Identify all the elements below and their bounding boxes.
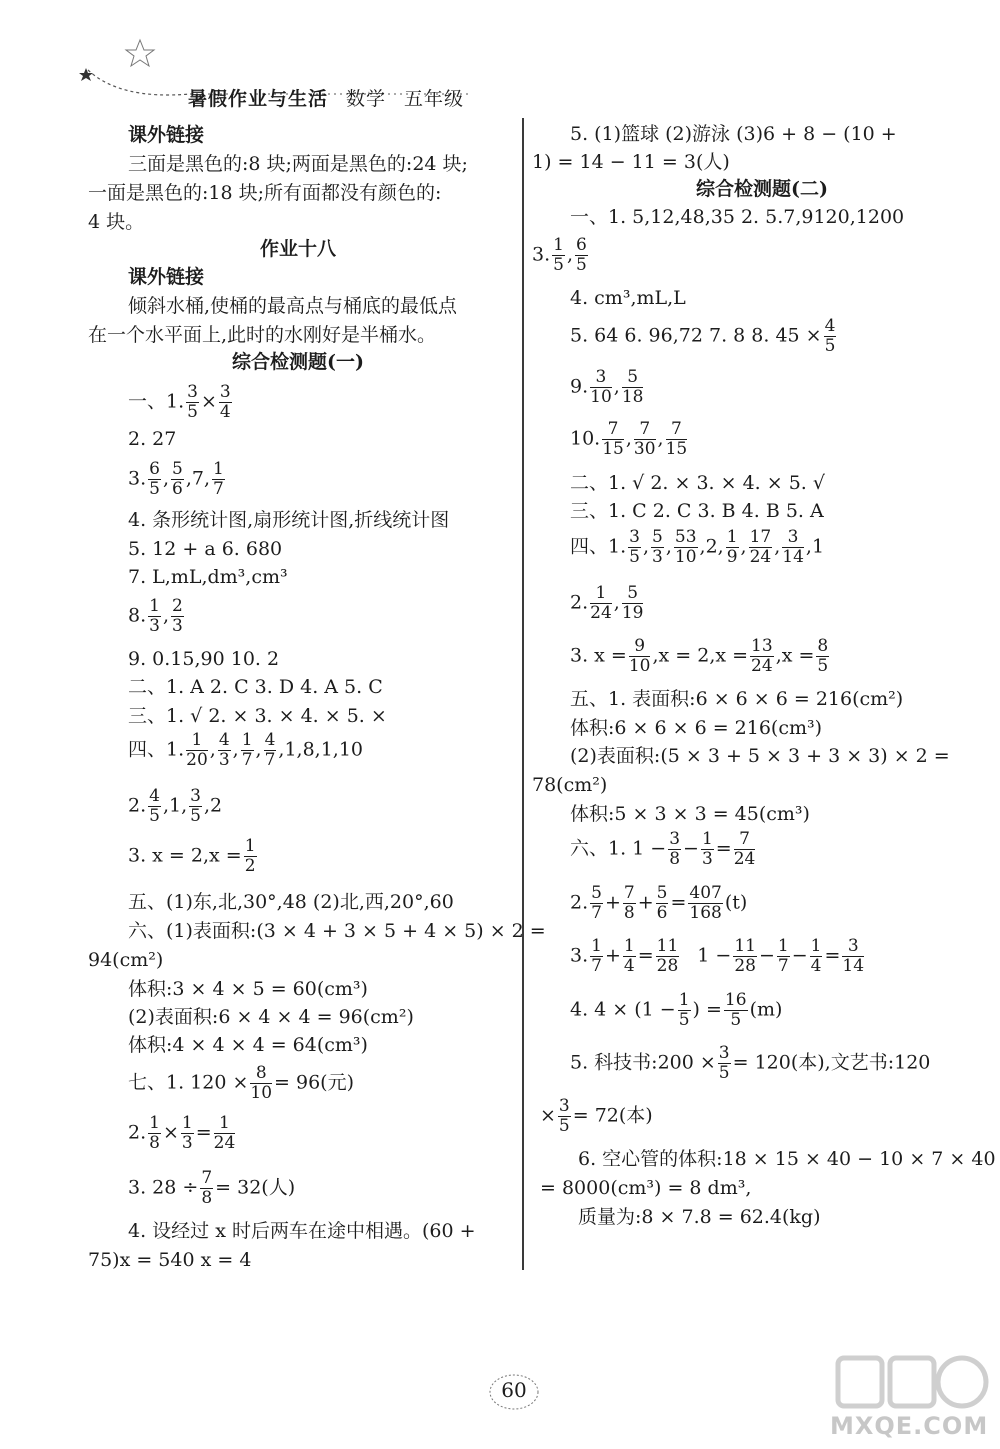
answer-line: (2)表面积:6 × 4 × 4 = 96(cm²) bbox=[128, 1006, 414, 1028]
fraction: $\frac{3}{5}$ bbox=[187, 382, 198, 422]
fraction: $\frac{1}{3}$ bbox=[181, 1113, 193, 1153]
fraction: $\frac{1}{7}$ bbox=[241, 730, 253, 770]
fraction: $\frac{7}{15}$ bbox=[602, 419, 624, 459]
text-line: 三面是黑色的:8 块;两面是黑色的:24 块; bbox=[128, 153, 468, 175]
fraction: $\frac{3}{5}$ bbox=[190, 786, 201, 826]
answer-line: 5. (1)篮球 (2)游泳 (3)6 + 8 − (10 + bbox=[570, 123, 897, 145]
text-line: 在一个水平面上,此时的水刚好是半桶水。 bbox=[88, 324, 437, 346]
answer-line: 一、1. $\frac{3}{5}$ × $\frac{3}{4}$ bbox=[128, 382, 231, 422]
answer-line: 78(cm²) bbox=[532, 774, 608, 796]
fraction: $\frac{1}{20}$ bbox=[186, 730, 208, 770]
fraction: $\frac{3}{5}$ bbox=[629, 527, 640, 567]
fraction: $\frac{5}{7}$ bbox=[591, 883, 602, 923]
section-title: 作业十八 bbox=[259, 238, 336, 260]
answer-line: 5. 12 + a 6. 680 bbox=[128, 538, 283, 560]
fraction: $\frac{3}{8}$ bbox=[669, 829, 681, 869]
grade-label: 五年级 bbox=[404, 88, 465, 110]
fraction: $\frac{3}{5}$ bbox=[718, 1043, 730, 1083]
answer-line: 4. 条形统计图,扇形统计图,折线统计图 bbox=[128, 509, 450, 531]
fraction: $\frac{2}{3}$ bbox=[172, 596, 183, 636]
answer-line: 3. x = $\frac{9}{10}$ ,x = 2,x = $\frac{13}{24}$ ,x = $\frac{8}{5}$ bbox=[570, 636, 829, 676]
fraction: $\frac{53}{10}$ bbox=[674, 527, 697, 567]
answer-line: 体积:5 × 3 × 3 = 45(cm³) bbox=[570, 803, 810, 825]
answer-line: 3. $\frac{1}{5}$ , $\frac{6}{5}$ bbox=[532, 235, 587, 275]
fraction: $\frac{1}{7}$ bbox=[591, 936, 602, 976]
subject-label: 数学 bbox=[346, 88, 387, 110]
fraction: $\frac{1}{3}$ bbox=[701, 829, 713, 869]
answer-line: 二、1. √ 2. × 3. × 4. × 5. √ bbox=[570, 472, 825, 494]
fraction: $\frac{9}{10}$ bbox=[628, 636, 651, 676]
page-number bbox=[488, 1372, 540, 1412]
text-line: 倾斜水桶,使桶的最高点与桶底的最低点 bbox=[128, 295, 458, 317]
answer-line: 四、1. $\frac{1}{20}$ , $\frac{4}{3}$ , $\frac{1}{7}$ , $\frac{4}{7}$ ,1,8,1,10 bbox=[128, 730, 364, 770]
answer-line: 75)x = 540 x = 4 bbox=[88, 1249, 252, 1271]
watermark-url: MXQE.COM bbox=[830, 1412, 989, 1440]
section-title: 综合检测题(一) bbox=[232, 351, 364, 373]
answer-line: 9. $\frac{3}{10}$ , $\frac{5}{18}$ bbox=[570, 367, 644, 407]
fraction: $\frac{3}{14}$ bbox=[842, 936, 865, 976]
answer-line: 10. $\frac{7}{15}$ , $\frac{7}{30}$ , $\frac{7}{15}$ bbox=[570, 419, 688, 459]
fraction: $\frac{7}{8}$ bbox=[623, 883, 635, 923]
answer-line: 2. 27 bbox=[128, 428, 177, 450]
fraction: $\frac{3}{10}$ bbox=[590, 367, 612, 407]
fraction: $\frac{407}{168}$ bbox=[689, 883, 722, 923]
fraction: $\frac{5}{6}$ bbox=[172, 459, 183, 499]
answer-line: 五、1. 表面积:6 × 6 × 6 = 216(cm²) bbox=[570, 688, 904, 710]
fraction: $\frac{8}{10}$ bbox=[250, 1063, 273, 1103]
fraction: $\frac{4}{5}$ bbox=[824, 316, 836, 356]
fraction: $\frac{5}{19}$ bbox=[621, 583, 644, 623]
fraction: $\frac{1}{5}$ bbox=[678, 990, 690, 1030]
answer-line: × $\frac{3}{5}$ = 72(本) bbox=[540, 1096, 653, 1136]
fraction: $\frac{6}{5}$ bbox=[576, 235, 587, 275]
answer-line: = 8000(cm³) = 8 dm³, bbox=[540, 1177, 752, 1199]
fraction: $\frac{1}{4}$ bbox=[810, 936, 822, 976]
fraction: $\frac{3}{4}$ bbox=[219, 382, 231, 422]
answer-line: 二、1. A 2. C 3. D 4. A 5. C bbox=[128, 676, 383, 698]
item-number: 一、1. bbox=[128, 390, 185, 413]
answer-line: 三、1. √ 2. × 3. × 4. × 5. × bbox=[128, 705, 387, 727]
fraction: $\frac{11}{28}$ bbox=[734, 936, 756, 976]
fraction: $\frac{4}{3}$ bbox=[218, 730, 230, 770]
answer-line: 2. $\frac{4}{5}$ ,1, $\frac{3}{5}$ ,2 bbox=[128, 786, 223, 826]
answer-line: 5. 科技书:200 × $\frac{3}{5}$ = 120(本),文艺书:120 bbox=[570, 1043, 931, 1083]
section-heading: 课外链接 bbox=[128, 124, 205, 146]
answer-line: 体积:4 × 4 × 4 = 64(cm³) bbox=[128, 1034, 368, 1056]
text-line: 4 块。 bbox=[88, 211, 145, 233]
answer-line: 3. $\frac{6}{5}$ , $\frac{5}{6}$ ,7, $\frac{1}{7}$ bbox=[128, 459, 224, 499]
answer-line: 五、(1)东,北,30°,48 (2)北,西,20°,60 bbox=[128, 891, 454, 913]
answer-line: 3. x = 2,x = $\frac{1}{2}$ bbox=[128, 836, 256, 876]
answer-line: 5. 64 6. 96,72 7. 8 8. 45 × $\frac{4}{5}$ bbox=[570, 316, 836, 356]
fraction: $\frac{1}{8}$ bbox=[149, 1113, 160, 1153]
section-title: 综合检测题(二) bbox=[696, 178, 828, 200]
answer-line: 六、(1)表面积:(3 × 4 + 3 × 5 + 4 × 5) × 2 = bbox=[128, 920, 546, 942]
fraction: $\frac{4}{5}$ bbox=[149, 786, 160, 826]
fraction: $\frac{13}{24}$ bbox=[751, 636, 773, 676]
answer-line: 4. cm³,mL,L bbox=[570, 287, 686, 309]
fraction: $\frac{1}{9}$ bbox=[726, 527, 738, 567]
fraction: $\frac{8}{5}$ bbox=[817, 636, 829, 676]
answer-line: 8. $\frac{1}{3}$ , $\frac{2}{3}$ bbox=[128, 596, 183, 636]
fraction: $\frac{4}{7}$ bbox=[264, 730, 276, 770]
fraction: $\frac{11}{28}$ bbox=[656, 936, 679, 976]
fraction: $\frac{17}{24}$ bbox=[749, 527, 772, 567]
answer-line: 3. 28 ÷ $\frac{7}{8}$ = 32(人) bbox=[128, 1168, 296, 1208]
fraction: $\frac{7}{24}$ bbox=[733, 829, 756, 869]
fraction: $\frac{3}{5}$ bbox=[558, 1096, 570, 1136]
answer-line: 七、1. 120 × $\frac{8}{10}$ = 96(元) bbox=[128, 1063, 355, 1103]
fraction: $\frac{16}{5}$ bbox=[724, 990, 747, 1030]
fraction: $\frac{5}{18}$ bbox=[621, 367, 644, 407]
answer-line: 2. $\frac{5}{7}$ + $\frac{7}{8}$ + $\frac{5}{6}$ = $\frac{407}{168}$ (t) bbox=[570, 883, 748, 923]
fraction: $\frac{1}{5}$ bbox=[553, 235, 564, 275]
right-column bbox=[524, 0, 1000, 1300]
fraction: $\frac{7}{8}$ bbox=[201, 1168, 213, 1208]
fraction: $\frac{6}{5}$ bbox=[149, 459, 160, 499]
answer-line: 1) = 14 − 11 = 3(人) bbox=[532, 151, 730, 173]
answer-line: 9. 0.15,90 10. 2 bbox=[128, 648, 280, 670]
fraction: $\frac{1}{24}$ bbox=[213, 1113, 236, 1153]
fraction: $\frac{1}{7}$ bbox=[777, 936, 789, 976]
fraction: $\frac{5}{3}$ bbox=[652, 527, 663, 567]
section-heading: 课外链接 bbox=[128, 266, 205, 288]
text-line: 一面是黑色的:18 块;所有面都没有颜色的: bbox=[88, 182, 442, 204]
answer-line: 2. $\frac{1}{24}$ , $\frac{5}{19}$ bbox=[570, 583, 644, 623]
fraction: $\frac{1}{7}$ bbox=[213, 459, 224, 499]
page-number-text: 60 bbox=[501, 1378, 527, 1402]
answer-line: 三、1. C 2. C 3. B 4. B 5. A bbox=[570, 500, 824, 522]
left-column bbox=[0, 0, 546, 1300]
answer-line: 一、1. 5,12,48,35 2. 5.7,9120,1200 bbox=[570, 206, 905, 228]
fraction: $\frac{1}{3}$ bbox=[149, 596, 160, 636]
answer-line: 3. $\frac{1}{7}$ + $\frac{1}{4}$ = $\frac{11}{28}$ 1 − $\frac{11}{28}$ − $\frac{1}{7}$ − $\frac{1}{4}$ = $\frac{3}{14}$ bbox=[570, 936, 865, 976]
answer-line: 4. 4 × (1 − $\frac{1}{5}$ ) = $\frac{16}{5}$ (m) bbox=[570, 990, 783, 1030]
fraction: $\frac{7}{15}$ bbox=[665, 419, 688, 459]
fraction: $\frac{7}{30}$ bbox=[633, 419, 656, 459]
answer-line: 94(cm²) bbox=[88, 949, 164, 971]
fraction: $\frac{5}{6}$ bbox=[656, 883, 668, 923]
answer-line: 体积:3 × 4 × 5 = 60(cm³) bbox=[128, 978, 368, 1000]
answer-line: 7. L,mL,dm³,cm³ bbox=[128, 566, 288, 588]
fraction: $\frac{1}{24}$ bbox=[590, 583, 612, 623]
fraction: $\frac{1}{4}$ bbox=[623, 936, 635, 976]
answer-line: (2)表面积:(5 × 3 + 5 × 3 + 3 × 3) × 2 = bbox=[570, 745, 950, 767]
fraction: $\frac{3}{14}$ bbox=[782, 527, 804, 567]
answer-line: 质量为:8 × 7.8 = 62.4(kg) bbox=[578, 1206, 821, 1228]
book-title: 暑假作业与生活 bbox=[188, 88, 329, 110]
answer-line: 6. 空心管的体积:18 × 15 × 40 − 10 × 7 × 40 bbox=[578, 1148, 996, 1170]
answer-line: 4. 设经过 x 时后两车在途中相遇。(60 + bbox=[128, 1220, 476, 1242]
answer-line: 体积:6 × 6 × 6 = 216(cm³) bbox=[570, 717, 823, 739]
answer-line: 六、1. 1 − $\frac{3}{8}$ − $\frac{1}{3}$ = $\frac{7}{24}$ bbox=[570, 829, 756, 869]
answer-line: 2. $\frac{1}{8}$ × $\frac{1}{3}$ = $\frac{1}{24}$ bbox=[128, 1113, 236, 1153]
fraction: $\frac{1}{2}$ bbox=[244, 836, 256, 876]
answer-line: 四、1. $\frac{3}{5}$ , $\frac{5}{3}$ , $\frac{53}{10}$ ,2, $\frac{1}{9}$ , $\frac{17}{24}$ , $\frac{3}{14}$ ,1 bbox=[570, 527, 825, 567]
